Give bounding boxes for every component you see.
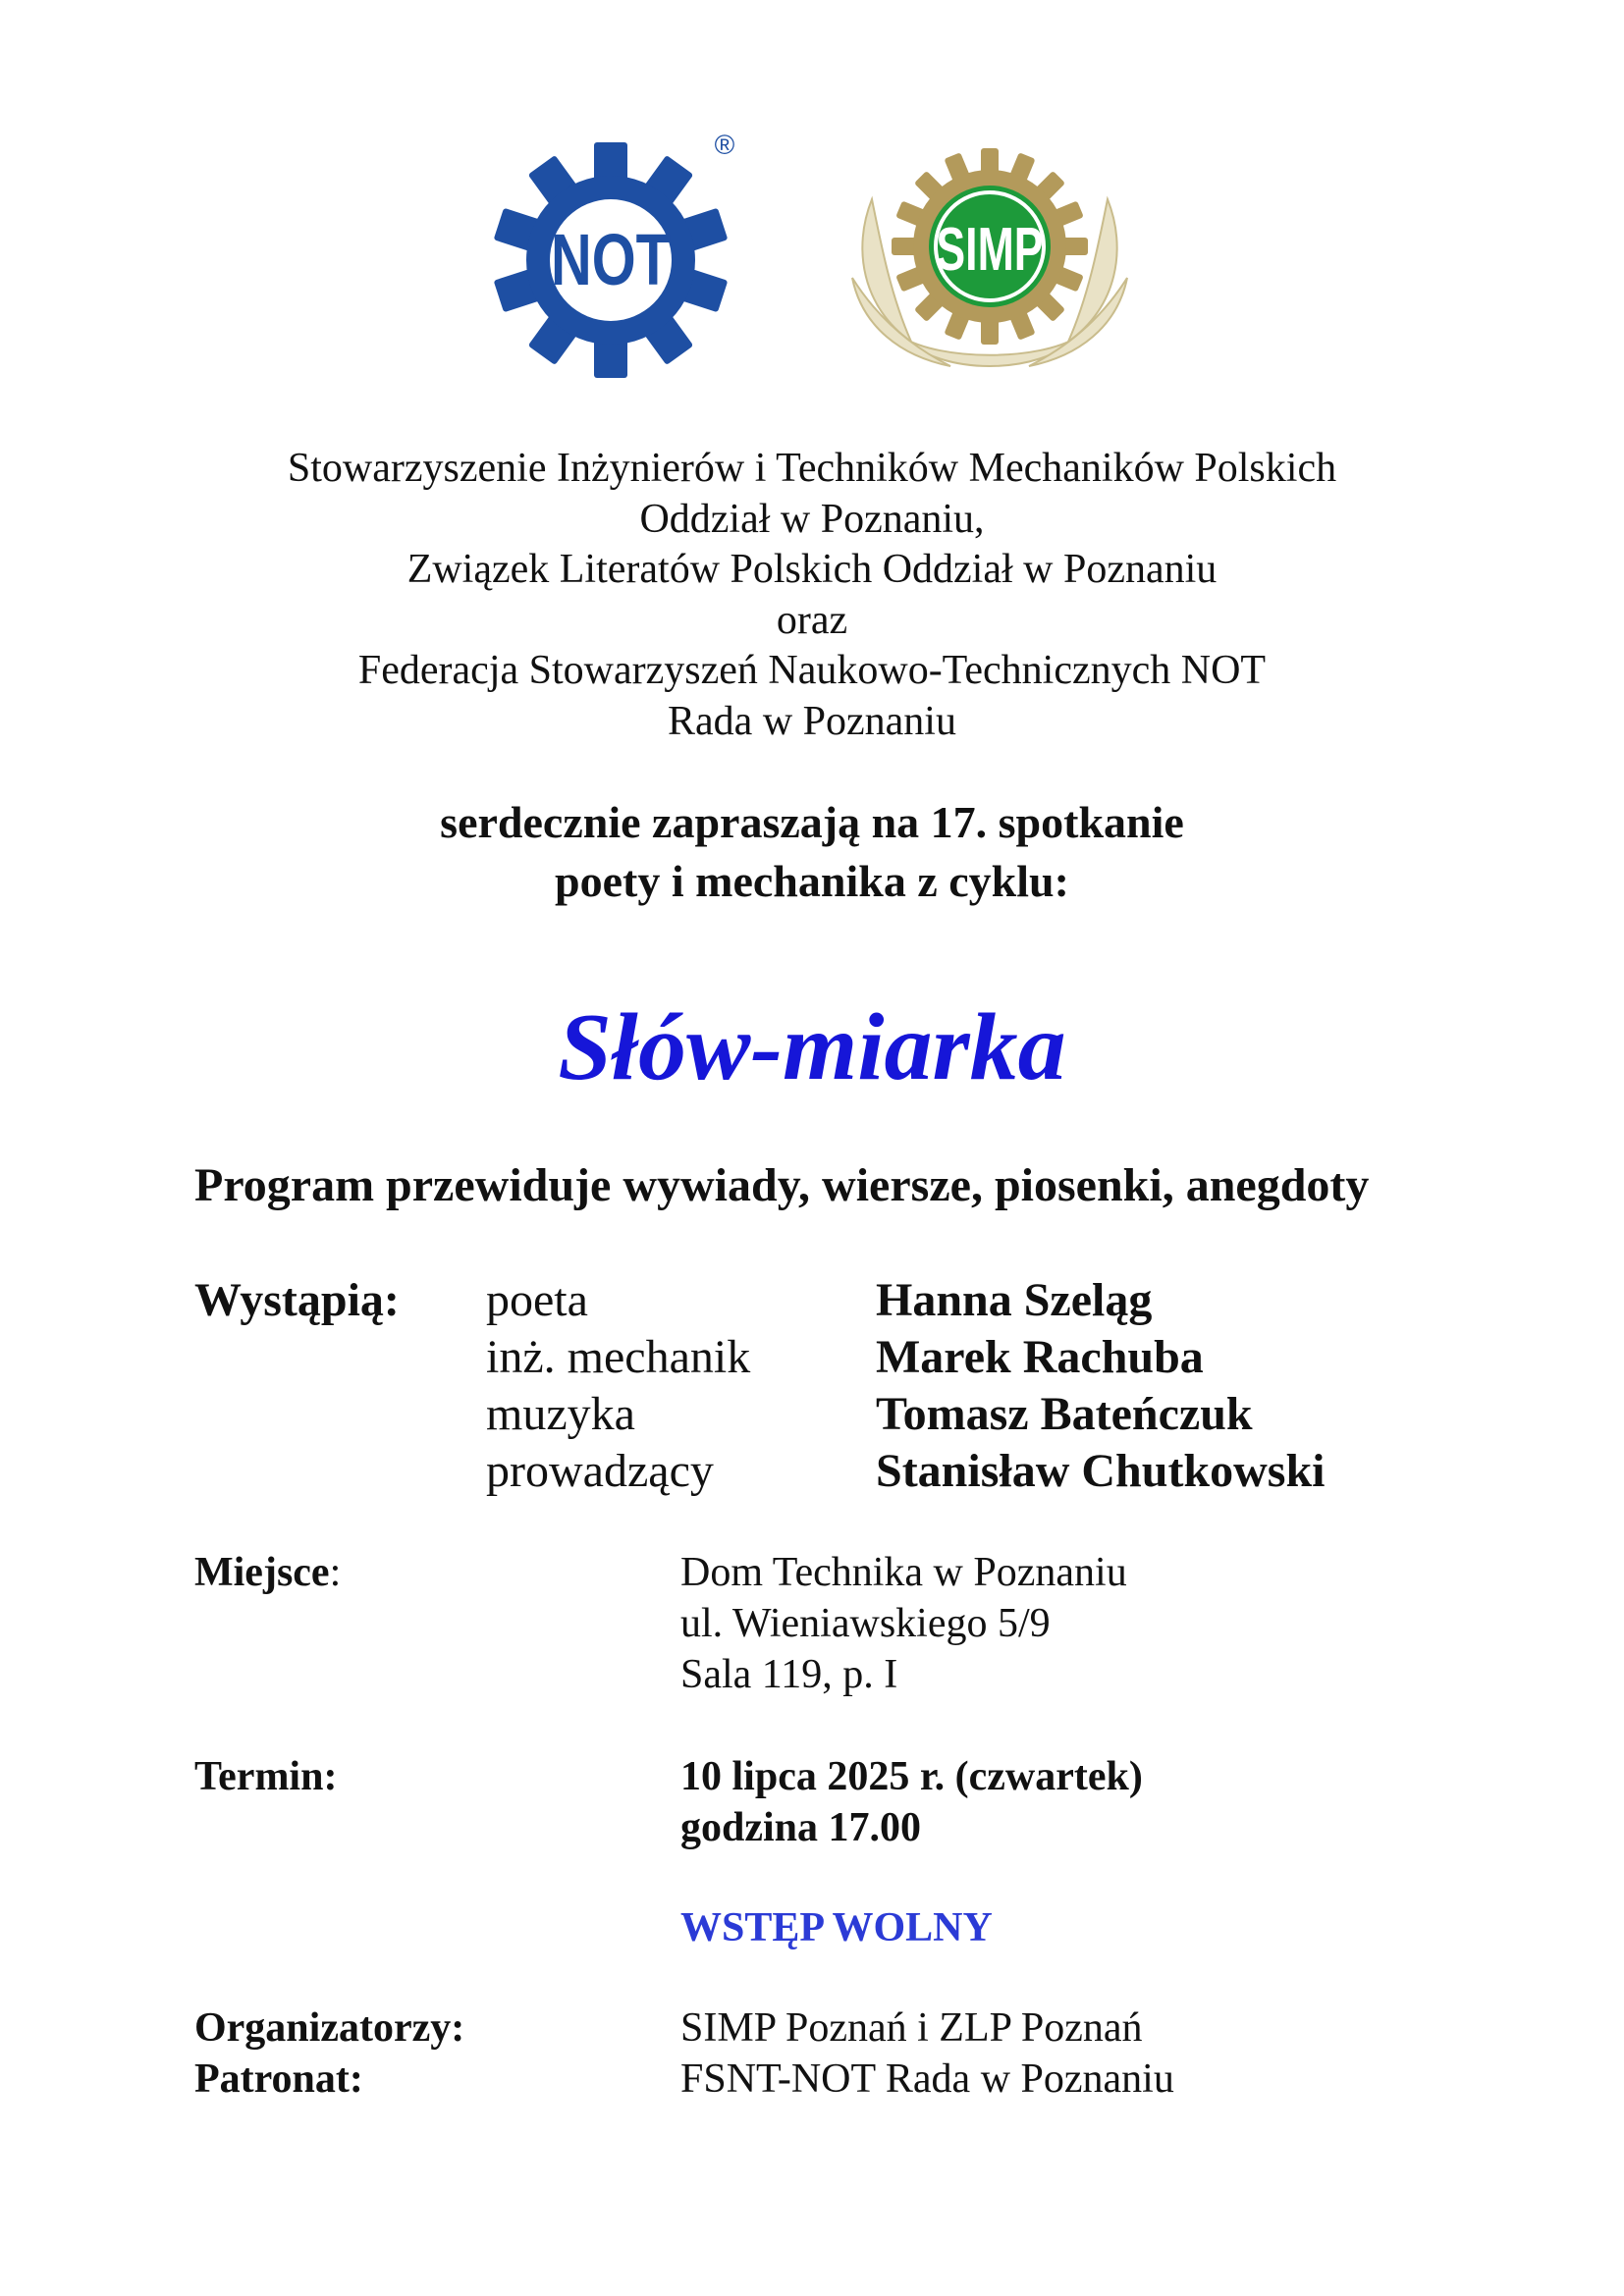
date-line: godzina 17.00 xyxy=(680,1805,922,1850)
place-line: ul. Wieniawskiego 5/9 xyxy=(680,1601,1051,1646)
place-label-text: Miejsce xyxy=(194,1550,330,1595)
organizers-value: SIMP Poznań i ZLP Poznań xyxy=(680,2005,1143,2051)
place-line: Sala 119, p. I xyxy=(680,1652,898,1697)
patron-value: FSNT-NOT Rada w Poznaniu xyxy=(680,2056,1174,2102)
footer-values xyxy=(680,2002,1174,2105)
footer-labels xyxy=(194,2002,464,2105)
registered-mark: ® xyxy=(714,130,735,160)
invitation-text xyxy=(0,793,1624,911)
performer-name: Marek Rachuba xyxy=(876,1331,1204,1383)
performer-name: Stanisław Chutkowski xyxy=(876,1445,1326,1497)
organizer-line: Oddział w Poznaniu, xyxy=(639,496,985,542)
event-title: Słów-miarka xyxy=(558,994,1066,1100)
organizers-block xyxy=(0,444,1624,747)
invite-line: serdecznie zapraszają na 17. spotkanie xyxy=(440,797,1184,847)
invite-line: poety i mechanika z cyklu: xyxy=(555,856,1069,906)
performer-role: prowadzący xyxy=(486,1445,714,1497)
organizer-line: oraz xyxy=(776,597,848,643)
place-details xyxy=(680,1547,1127,1700)
organizer-line: Stowarzyszenie Inżynierów i Techników Mechaników Polskich xyxy=(287,446,1337,491)
performer-name: Tomasz Bateńczuk xyxy=(876,1388,1253,1440)
performers-roles xyxy=(486,1272,750,1500)
organizer-line: Rada w Poznaniu xyxy=(668,698,956,744)
place-label-colon: : xyxy=(329,1550,342,1595)
simp-logo xyxy=(842,131,1137,394)
date-label: Termin: xyxy=(194,1754,338,1799)
program-description: Program przewiduje wywiady, wiersze, piosenki, anegdoty xyxy=(194,1159,1370,1211)
place-line: Dom Technika w Poznaniu xyxy=(680,1550,1127,1595)
performer-role: poeta xyxy=(486,1274,588,1326)
simp-logo-text: SIMP xyxy=(936,215,1044,284)
performers-names xyxy=(876,1272,1326,1500)
organizer-line: Związek Literatów Polskich Oddział w Poznaniu xyxy=(406,547,1218,592)
date-line: 10 lipca 2025 r. (czwartek) xyxy=(680,1754,1143,1799)
performer-role: muzyka xyxy=(486,1388,635,1440)
date-details xyxy=(680,1751,1143,1853)
patron-label: Patronat: xyxy=(194,2056,363,2102)
performers-label: Wystąpią: xyxy=(194,1274,400,1326)
performer-role: inż. mechanik xyxy=(486,1331,751,1383)
organizer-line: Federacja Stowarzyszeń Naukowo-Technicznych NOT xyxy=(357,648,1267,693)
performer-name: Hanna Szeląg xyxy=(876,1274,1153,1326)
place-label xyxy=(194,1547,341,1598)
not-logo xyxy=(486,125,751,390)
not-logo-text: NOT xyxy=(551,220,671,301)
free-entry-notice: WSTĘP WOLNY xyxy=(680,1905,993,1950)
organizers-label: Organizatorzy: xyxy=(194,2005,465,2051)
